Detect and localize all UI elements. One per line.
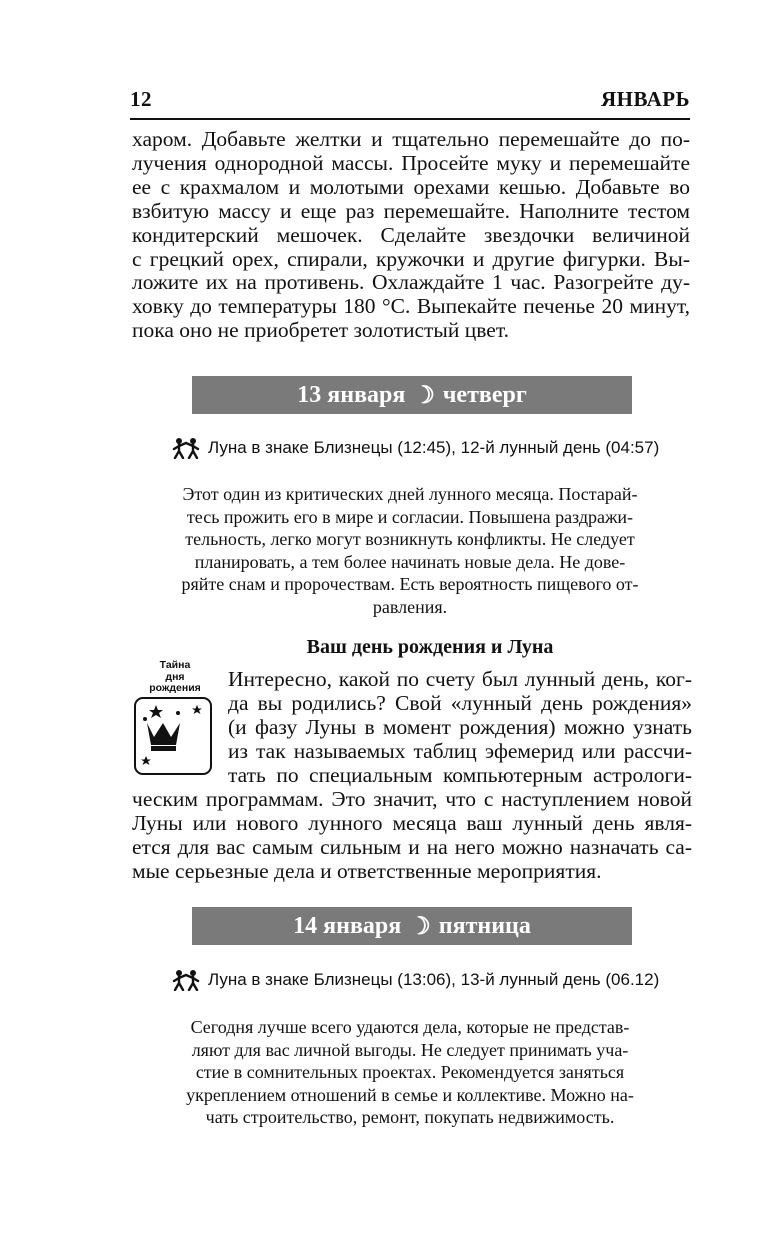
text-line: тать по специальным компьютерным астрологи- — [228, 763, 692, 787]
badge-caption-line: Тайна — [159, 659, 191, 671]
text-line: взбитую массу и еще раз перемешайте. Наполните тестом — [132, 198, 690, 223]
day-weekday: пятница — [438, 912, 531, 939]
day-heading-14-january — [192, 907, 632, 945]
day2-description — [150, 1016, 670, 1129]
text-line: ческим программам. Это значит, что с наступлением новой — [132, 787, 692, 811]
text-line: чать строительство, ремонт, покупать недвижимость. — [205, 1107, 615, 1128]
day-date: 14 января — [293, 912, 402, 939]
birthday-badge — [134, 697, 212, 775]
text-line: ложите их на противень. Охлаждайте 1 час. Разогрейте ду- — [132, 270, 690, 295]
waxing-moon-icon: ☽ — [409, 913, 431, 940]
header-divider — [130, 118, 690, 120]
moon-info-line — [172, 435, 662, 461]
text-line: Сегодня лучше всего удаются дела, которые не представ- — [190, 1017, 630, 1037]
moon-crown-icon — [136, 699, 209, 772]
text-line: Интересно, какой по счету был лунный день, ког- — [228, 667, 692, 691]
text-line: ее с крахмалом и молотыми орехами кешью. Добавьте во — [132, 174, 690, 199]
text-line: пока оно не приобретет золотистый цвет. — [132, 318, 509, 343]
moon-info-line — [172, 967, 662, 993]
text-line: (и фазу Луны в момент рождения) можно узнать — [228, 715, 692, 739]
text-line: тельность, легко могут возникнуть конфликты. Не следует — [185, 529, 635, 550]
text-line: ется для вас самым сильным и на него можно назначать са- — [132, 835, 692, 859]
text-line: Этот один из критических дней лунного месяца. Постарай- — [182, 484, 638, 504]
text-line: равления. — [372, 596, 448, 617]
badge-caption-line: дня — [165, 670, 185, 683]
text-line: ховку до температуры 180 °С. Выпекайте печенье 20 минут, — [132, 294, 690, 319]
moon-info-text: Луна в знаке Близнецы (12:45), 12-й лунный день (04:57) — [208, 438, 660, 457]
text-line: с грецкий орех, спирали, кружочки и другие фигурки. Вы- — [132, 246, 690, 271]
intro-paragraph — [132, 128, 690, 343]
waxing-moon-icon: ☽ — [413, 382, 435, 409]
text-line: планировать, а тем более начинать новые дела. Не дове- — [194, 551, 626, 572]
birthday-wrapped-text — [228, 667, 692, 787]
text-line: тесь прожить его в мире и согласии. Повышена раздражи- — [186, 506, 634, 527]
text-line: стие в сомнительных проектах. Рекомендуется заняться — [195, 1062, 625, 1083]
badge-caption-line: рождения — [149, 682, 201, 694]
running-head — [130, 82, 690, 112]
text-line: Луны или нового лунного месяца ваш лунный день явля- — [132, 811, 692, 835]
gemini-icon — [172, 437, 202, 459]
text-line: лучения однородной массы. Просейте муку и перемешайте — [132, 150, 690, 175]
text-line: кондитерский мешочек. Сделайте звездочки величиной — [132, 222, 690, 247]
day-heading-13-january — [192, 376, 632, 414]
text-line: мые серьезные дела и ответственные мероприятия. — [132, 859, 602, 883]
gemini-icon — [172, 969, 202, 991]
text-line: ряйте снам и пророчествам. Есть вероятность пищевого от- — [181, 574, 639, 595]
day-weekday: четверг — [442, 381, 527, 408]
text-line: да вы родились? Свой «лунный день рождения» — [228, 691, 692, 715]
badge-caption — [134, 660, 216, 695]
text-line: из так называемых таблиц эфемерид или рассчи- — [228, 739, 692, 763]
day-date: 13 января — [297, 381, 406, 408]
text-line: ляют для вас личной выгоды. Не следует принимать уча- — [191, 1039, 629, 1060]
text-line: укреплением отношений в семье и коллективе. Можно на- — [186, 1084, 634, 1105]
birthday-full-text — [132, 787, 692, 883]
month-title: ЯНВАРЬ — [600, 87, 690, 111]
text-line: харом. Добавьте желтки и тщательно перемешайте до по- — [132, 127, 690, 151]
moon-info-text: Луна в знаке Близнецы (13:06), 13-й лунный день (06.12) — [208, 970, 660, 989]
page-number: 12 — [130, 87, 152, 111]
birthday-section-title: Ваш день рождения и Луна — [306, 636, 554, 658]
day1-description — [150, 483, 670, 619]
